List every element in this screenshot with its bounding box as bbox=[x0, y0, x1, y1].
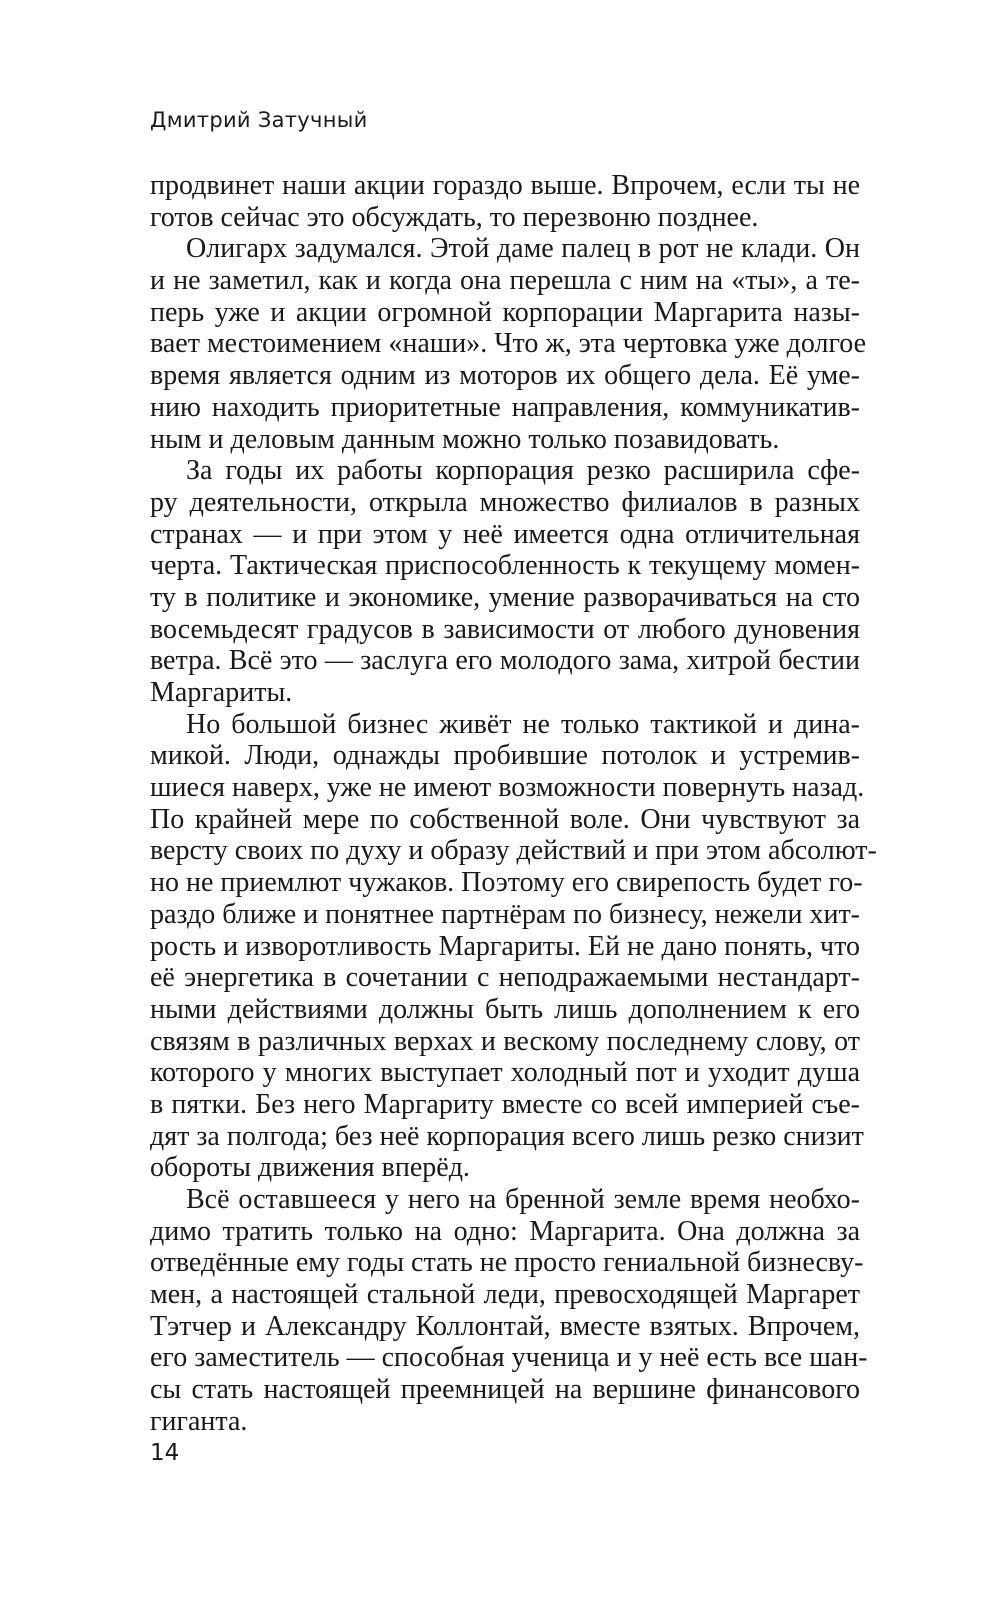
paragraph bbox=[150, 233, 866, 455]
text-line: перь уже и акции огромной корпорации Маргарита назы- bbox=[150, 296, 860, 328]
text-line: Олигарх задумался. Этой даме палец в рот не клади. Он bbox=[186, 233, 860, 265]
text-line: Но большой бизнес живёт не только тактикой и дина- bbox=[186, 708, 860, 740]
text-line: вает местоимением «наши». Что ж, эта чертовка уже долгое bbox=[150, 328, 866, 360]
text-line: странах — и при этом у неё имеется одна отличительная bbox=[150, 518, 860, 550]
text-line: ными действиями должны быть лишь дополнением к его bbox=[150, 993, 860, 1025]
text-line: За годы их работы корпорация резко расширила сфе- bbox=[186, 455, 860, 487]
text-line: димо тратить только на одно: Маргарита. Она должна за bbox=[150, 1215, 860, 1247]
text-line: время является одним из моторов их общего дела. Её уме- bbox=[150, 360, 860, 392]
text-line: нию находить приоритетные направления, коммуникатив- bbox=[150, 391, 860, 423]
text-line: черта. Тактическая приспособленность к текущему момен- bbox=[150, 550, 860, 582]
text-line: обороты движения вперёд. bbox=[150, 1152, 470, 1184]
text-line: ру деятельности, открыла множество филиалов в разных bbox=[150, 486, 860, 518]
text-line: рость и изворотливость Маргариты. Ей не дано понять, что bbox=[150, 930, 860, 962]
text-line: которого у многих выступает холодный пот и уходит душа bbox=[150, 1057, 860, 1089]
text-line: Всё оставшееся у него на бренной земле время необхо- bbox=[186, 1184, 860, 1215]
text-line: раздо ближе и понятнее партнёрам по бизнесу, нежели хит- bbox=[150, 898, 860, 930]
text-line: отведённые ему годы стать не просто гениальной бизнесву- bbox=[150, 1247, 864, 1279]
text-line: дят за полгода; без неё корпорация всего лишь резко снизит bbox=[150, 1120, 864, 1152]
body-text bbox=[150, 170, 877, 1438]
text-line: связям в различных верхах и вескому последнему слову, от bbox=[150, 1025, 860, 1057]
text-line: шиеся наверх, уже не имеют возможности повернуть назад. bbox=[150, 772, 865, 804]
text-line: восемьдесят градусов в зависимости от любого дуновения bbox=[150, 613, 860, 645]
text-line: версту своих по духу и образу действий и при этом абсолют- bbox=[150, 835, 877, 867]
text-line: его заместитель — способная ученица и у неё есть все шан- bbox=[150, 1342, 868, 1374]
paragraph bbox=[150, 1184, 868, 1438]
text-line: ным и деловым данным можно только позавидовать. bbox=[150, 423, 780, 455]
paragraph bbox=[150, 455, 860, 709]
paragraph bbox=[150, 170, 860, 233]
text-line: но не приемлют чужаков. Поэтому его свирепость будет го- bbox=[150, 867, 863, 899]
paragraph bbox=[150, 708, 877, 1184]
text-line: ветра. Всё это — заслуга его молодого зама, хитрой бестии bbox=[150, 645, 860, 677]
text-line: в пятки. Без него Маргариту вместе со всей империей съе- bbox=[150, 1088, 860, 1120]
page-number: 14 bbox=[150, 1440, 180, 1466]
text-line: её энергетика в сочетании с неподражаемыми нестандарт- bbox=[150, 962, 860, 994]
text-line: Тэтчер и Александру Коллонтай, вместе взятых. Впрочем, bbox=[150, 1310, 860, 1342]
text-line: гиганта. bbox=[150, 1405, 248, 1437]
text-line: Маргариты. bbox=[150, 677, 293, 708]
text-line: сы стать настоящей преемницей на вершине финансового bbox=[150, 1374, 860, 1406]
text-line: По крайней мере по собственной воле. Они чувствуют за bbox=[150, 803, 860, 835]
text-line: ту в политике и экономике, умение разворачиваться на сто bbox=[150, 581, 860, 613]
running-head-author: Дмитрий Затучный bbox=[150, 108, 368, 132]
text-line: продвинет наши акции гораздо выше. Впрочем, если ты не bbox=[150, 170, 860, 201]
text-line: микой. Люди, однажды пробившие потолок и устремив- bbox=[150, 740, 860, 772]
text-line: и не заметил, как и когда она перешла с ним на «ты», а те- bbox=[150, 265, 860, 297]
text-line: мен, а настоящей стальной леди, превосходящей Маргарет bbox=[150, 1279, 860, 1311]
text-line: готов сейчас это обсуждать, то перезвоню позднее. bbox=[150, 201, 759, 233]
